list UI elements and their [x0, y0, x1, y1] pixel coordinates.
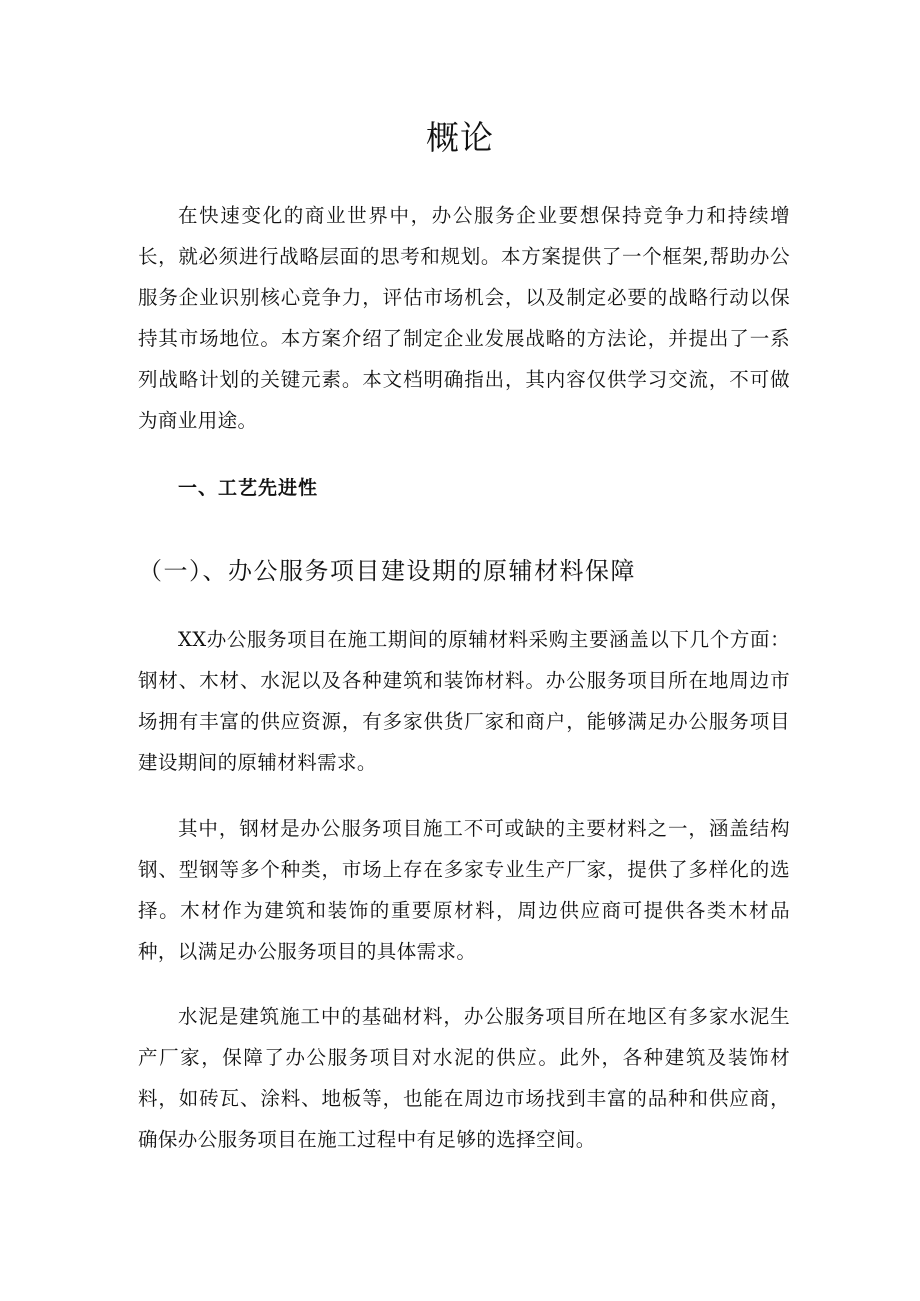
body-paragraph: 水泥是建筑施工中的基础材料，办公服务项目所在地区有多家水泥生产厂家，保障了办公服务项目对水泥的供应。此外，各种建筑及装饰材料，如砖瓦、涂料、地板等，也能在周边市场找到丰富的品种和供应商，确保办公服务项目在施工过程中有足够的选择空间。: [138, 1005, 790, 1151]
subsection-heading: （一）、办公服务项目建设期的原辅材料保障: [138, 557, 636, 585]
body-paragraph: 其中，钢材是办公服务项目施工不可或缺的主要材料之一，涵盖结构钢、型钢等多个种类，市场上存在多家专业生产厂家，提供了多样化的选择。木材作为建筑和装饰的重要原材料，周边供应商可提供各类木材品种，以满足办公服务项目的具体需求。: [138, 817, 790, 963]
page-title: 概论: [426, 118, 494, 157]
intro-paragraph: 在快速变化的商业世界中，办公服务企业要想保持竞争力和持续增长，就必须进行战略层面的思考和规划。本方案提供了一个框架,帮助办公服务企业识别核心竞争力，评估市场机会，以及制定必要的战略行动以保持其市场地位。本方案介绍了制定企业发展战略的方法论，并提出了一系列战略计划的关键元素。本文档明确指出，其内容仅供学习交流，不可做为商业用途。: [138, 204, 790, 432]
section-heading: 一、工艺先进性: [178, 477, 319, 499]
body-paragraph: XX办公服务项目在施工期间的原辅材料采购主要涵盖以下几个方面：钢材、木材、水泥以及各种建筑和装饰材料。办公服务项目所在地周边市场拥有丰富的供应资源，有多家供货厂家和商户，能够满足办公服务项目建设期间的原辅材料需求。: [138, 628, 790, 774]
